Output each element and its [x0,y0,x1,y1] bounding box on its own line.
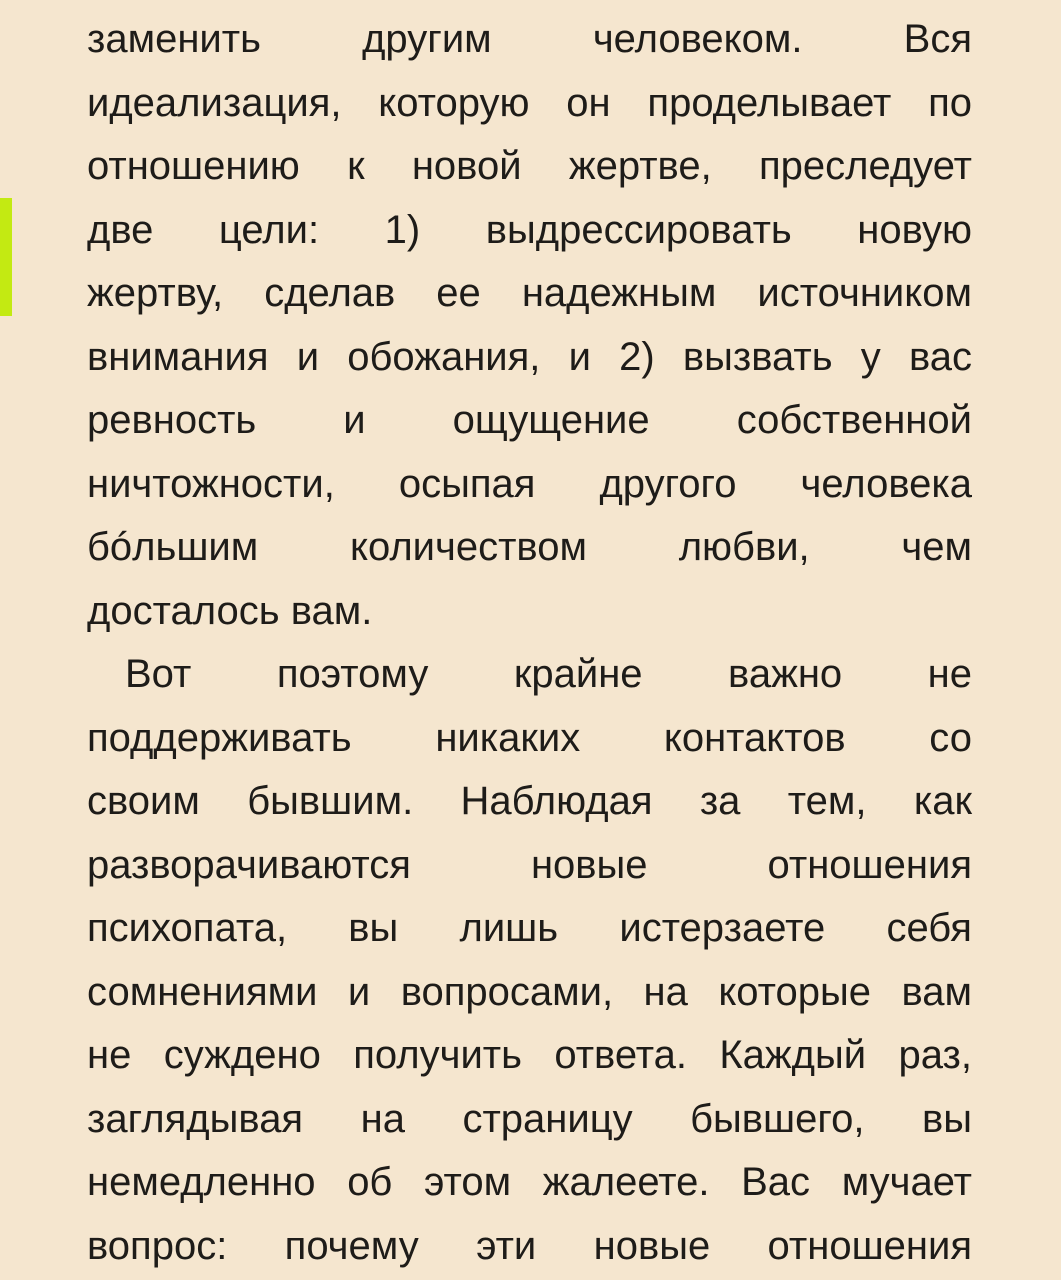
word: за [699,779,741,823]
word: мучает [841,1160,972,1204]
text-line [87,199,972,263]
word: внимания [87,334,269,379]
text-line [87,389,972,453]
text-line [87,580,972,644]
text-line [87,770,972,834]
word: Вас [741,1160,811,1204]
text-line [87,1151,972,1215]
word: бывшего, [690,1096,865,1141]
word: преследует [758,144,972,188]
word: психопата, [87,906,288,950]
word: страницу [462,1096,633,1141]
word: отношения [767,1223,972,1268]
word: со [929,715,972,760]
text-line [87,897,972,961]
word: жертве, [568,144,712,188]
word: суждено [163,1033,321,1077]
text-line [87,1088,972,1152]
word: вы [921,1096,972,1141]
word: вопрос: [87,1223,228,1268]
word: сомнениями [87,969,318,1014]
word: чем [901,525,972,569]
word: заменить [87,17,261,61]
word: жертву, [87,271,224,315]
text-line [87,262,972,326]
word: поэтому [276,652,429,696]
word: новые [530,842,648,887]
word: человеком. [592,17,803,61]
word: выдрессировать [485,207,792,252]
word: количеством [350,525,587,569]
word: Наблюдая [460,779,653,823]
word: тем, [787,779,867,823]
text-line [87,516,972,580]
word: надежным [521,271,717,315]
word: и [347,969,371,1014]
word: цели: [218,207,320,252]
word: ее [436,271,481,315]
word: по [928,80,972,125]
word: жалеете. [542,1160,710,1204]
word: Вся [903,17,972,61]
text-line [87,453,972,517]
word: бóльшим [87,525,259,569]
book-text [87,8,972,1278]
word: ничтожности, [87,461,335,506]
word: контактов [663,715,846,760]
word: на [643,969,688,1014]
word: человека [800,461,972,506]
word: и [568,334,591,379]
word: ответа. [554,1033,687,1077]
word: Каждый [719,1033,867,1077]
word: получить [353,1033,522,1077]
word: и [296,334,320,379]
word: как [913,779,972,823]
word: новую [857,207,972,252]
word: новой [411,144,522,188]
text-line [87,8,972,72]
word: источником [757,271,972,315]
word: вопросами, [400,969,614,1014]
paragraph [87,8,972,643]
word: почему [284,1223,419,1268]
word: этом [423,1160,512,1204]
word: идеализация, [87,80,342,125]
text-line [87,1024,972,1088]
word: бывшим. [247,779,414,823]
text-line [87,135,972,199]
word: он [566,80,611,125]
paragraph [87,643,972,1278]
word: другого [599,461,737,506]
word: 2) [619,334,655,379]
bookmark-marker [0,198,12,316]
word: немедленно [87,1160,316,1204]
word: Вот [125,652,192,696]
word: которые [718,969,871,1014]
word: никаких [435,715,581,760]
word: у [860,334,881,379]
word: себя [886,906,972,950]
word: на [360,1096,405,1141]
text-line [87,72,972,136]
word: вы [348,906,399,950]
word: новые [593,1223,711,1268]
text-line [87,834,972,898]
word: раз, [898,1033,972,1077]
text-line [87,961,972,1025]
word: вас [908,334,972,379]
word: не [87,1033,132,1077]
word: эти [476,1223,537,1268]
word: отношению [87,144,300,188]
text-line [87,707,972,771]
word: к [347,144,365,188]
word: проделывает [647,80,892,125]
word: крайне [513,652,643,696]
word: досталось вам. [87,588,373,633]
word: заглядывая [87,1096,304,1141]
word: и [343,398,366,442]
word: не [927,652,972,696]
text-line [87,643,972,707]
word: истерзаете [619,906,826,950]
word: своим [87,779,200,823]
word: отношения [767,842,972,887]
word: вызвать [682,334,833,379]
word: 1) [384,207,421,252]
word: другим [362,17,492,61]
text-line [87,326,972,390]
word: вам [901,969,972,1014]
word: обожания, [347,334,541,379]
word: ощущение [452,398,650,442]
word: собственной [736,398,972,442]
word: ревность [87,398,257,442]
word: поддерживать [87,715,352,760]
word: об [347,1160,393,1204]
word: сделав [264,271,396,315]
text-line [87,1215,972,1279]
word: осыпая [398,461,536,506]
word: которую [378,80,530,125]
word: важно [728,652,843,696]
word: две [87,207,154,252]
word: любви, [678,525,810,569]
word: разворачиваются [87,842,411,887]
word: лишь [459,906,559,950]
